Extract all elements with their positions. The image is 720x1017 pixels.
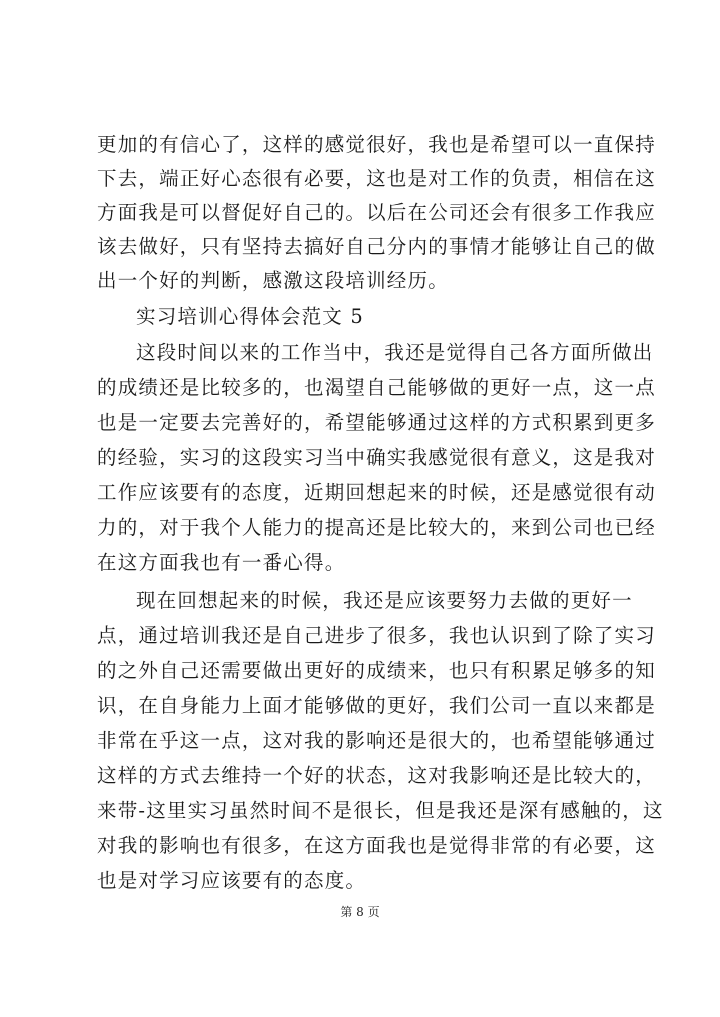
- paragraph-3-line: 现在回想起来的时候，我还是应该要努力去做的更好一: [136, 589, 633, 612]
- paragraph-3-line: 来带-这里实习虽然时间不是很长，但是我还是深有感触的，这: [97, 799, 664, 822]
- paragraph-2-line: 在这方面我也有一番心得。: [97, 551, 346, 574]
- paragraph-1-line: 该去做好，只有坚持去搞好自己分内的事情才能够让自己的做: [97, 235, 656, 258]
- paragraph-3-line: 识，在自身能力上面才能够做的更好，我们公司一直以来都是: [97, 694, 656, 717]
- paragraph-2-line: 也是一定要去完善好的，希望能够通过这样的方式积累到更多: [97, 411, 656, 434]
- paragraph-3-line: 的之外自己还需要做出更好的成绩来，也只有积累足够多的知: [97, 659, 656, 682]
- paragraph-1-line: 更加的有信心了，这样的感觉很好，我也是希望可以一直保持: [97, 133, 656, 156]
- paragraph-3-line: 非常在乎这一点，这对我的影响还是很大的，也希望能够通过: [97, 729, 656, 752]
- paragraph-2-line: 工作应该要有的态度，近期回想起来的时候，还是感觉很有动: [97, 481, 656, 504]
- paragraph-3-line: 也是对学习应该要有的态度。: [97, 869, 367, 892]
- section-heading: 实习培训心得体会范文 5: [136, 305, 365, 328]
- page-number: 第 8 页: [340, 905, 380, 919]
- paragraph-1-line: 方面我是可以督促好自己的。以后在公司还会有很多工作我应: [97, 201, 656, 224]
- paragraph-2-line: 的成绩还是比较多的，也渴望自己能够做的更好一点，这一点: [97, 376, 656, 399]
- paragraph-2-line: 的经验，实习的这段实习当中确实我感觉很有意义，这是我对: [97, 446, 656, 469]
- paragraph-1-line: 出一个好的判断，感激这段培训经历。: [97, 269, 449, 292]
- paragraph-3-line: 点，通过培训我还是自己进步了很多，我也认识到了除了实习: [97, 624, 656, 647]
- paragraph-2-line: 这段时间以来的工作当中，我还是觉得自己各方面所做出: [136, 341, 654, 364]
- paragraph-2-line: 力的，对于我个人能力的提高还是比较大的，来到公司也已经: [97, 516, 656, 539]
- paragraph-3-line: 这样的方式去维持一个好的状态，这对我影响还是比较大的，: [97, 764, 656, 787]
- paragraph-1-line: 下去，端正好心态很有必要，这也是对工作的负责，相信在这: [97, 167, 656, 190]
- paragraph-3-line: 对我的影响也有很多，在这方面我也是觉得非常的有必要，这: [97, 834, 656, 857]
